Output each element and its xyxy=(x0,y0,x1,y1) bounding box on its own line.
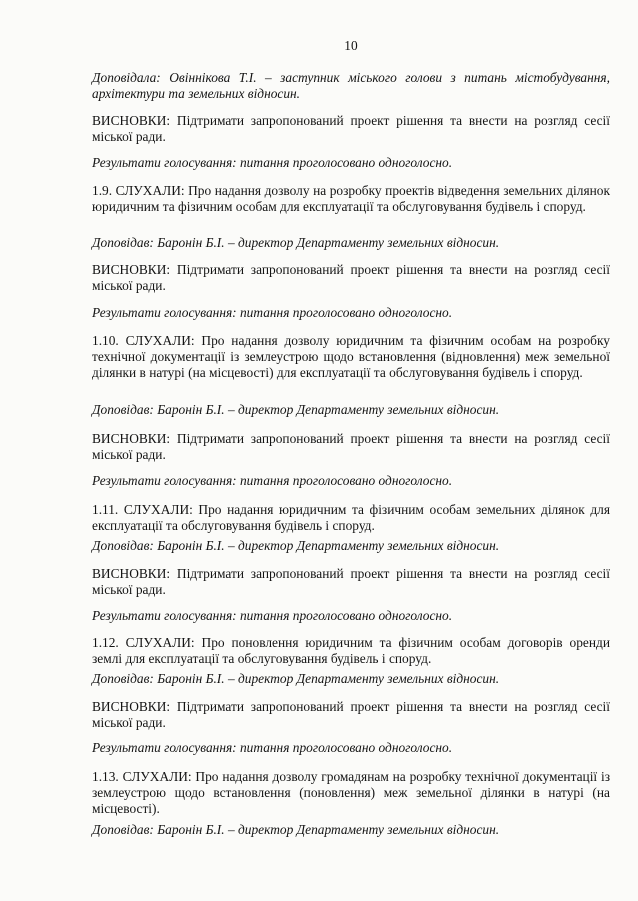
item-1-9-result: Результати голосування: питання проголосовано одноголосно. xyxy=(92,305,453,320)
intro-speaker: Доповідала: Овіннікова Т.І. – заступник міського голови з питань містобудування, архітектури та земельних відносин. xyxy=(92,70,610,101)
item-1-9-conclusion: ВИСНОВКИ: Підтримати запропонований проект рішення та внести на розгляд сесії міської ради. xyxy=(92,262,610,293)
item-1-11-heard: 1.11. СЛУХАЛИ: Про надання юридичним та фізичним особам земельних ділянок для експлуатації та обслуговування будівель і споруд. xyxy=(92,502,610,533)
item-1-12-result: Результати голосування: питання проголосовано одноголосно. xyxy=(92,740,453,755)
item-1-10-speaker: Доповідав: Баронін Б.І. – директор Департаменту земельних відносин. xyxy=(92,402,500,417)
intro-result: Результати голосування: питання проголосовано одноголосно. xyxy=(92,155,453,170)
item-1-9-heard: 1.9. СЛУХАЛИ: Про надання дозволу на розробку проектів відведення земельних ділянок юридичним та фізичним особам для експлуатації та обслуговування будівель і споруд. xyxy=(92,183,610,214)
item-1-12-heard: 1.12. СЛУХАЛИ: Про поновлення юридичним та фізичним особам договорів оренди землі для експлуатації та обслуговування будівель і споруд. xyxy=(92,635,610,666)
page-number: 10 xyxy=(344,38,358,53)
item-1-10-heard: 1.10. СЛУХАЛИ: Про надання дозволу юридичним та фізичним особам на розробку технічної документації із землеустрою щодо встановлення (відновлення) меж земельної ділянки в натурі (на місцевості) для експлуатації та обслуговування будівель і споруд. xyxy=(92,333,610,380)
intro-conclusion: ВИСНОВКИ: Підтримати запропонований проект рішення та внести на розгляд сесії міської ради. xyxy=(92,113,610,144)
item-1-12-speaker: Доповідав: Баронін Б.І. – директор Департаменту земельних відносин. xyxy=(92,671,500,686)
item-1-9-speaker: Доповідав: Баронін Б.І. – директор Департаменту земельних відносин. xyxy=(92,235,500,250)
item-1-10-conclusion: ВИСНОВКИ: Підтримати запропонований проект рішення та внести на розгляд сесії міської ради. xyxy=(92,431,610,462)
item-1-10-result: Результати голосування: питання проголосовано одноголосно. xyxy=(92,473,453,488)
item-1-12-conclusion: ВИСНОВКИ: Підтримати запропонований проект рішення та внести на розгляд сесії міської ради. xyxy=(92,699,610,730)
item-1-11-conclusion: ВИСНОВКИ: Підтримати запропонований проект рішення та внести на розгляд сесії міської ради. xyxy=(92,566,610,597)
item-1-11-speaker: Доповідав: Баронін Б.І. – директор Департаменту земельних відносин. xyxy=(92,538,500,553)
item-1-13-heard: 1.13. СЛУХАЛИ: Про надання дозволу громадянам на розробку технічної документації із землеустрою щодо встановлення (поновлення) меж земельної ділянки в натурі (на місцевості). xyxy=(92,769,610,816)
document-page xyxy=(92,0,610,901)
item-1-11-result: Результати голосування: питання проголосовано одноголосно. xyxy=(92,608,453,623)
item-1-13-speaker: Доповідав: Баронін Б.І. – директор Департаменту земельних відносин. xyxy=(92,822,500,837)
